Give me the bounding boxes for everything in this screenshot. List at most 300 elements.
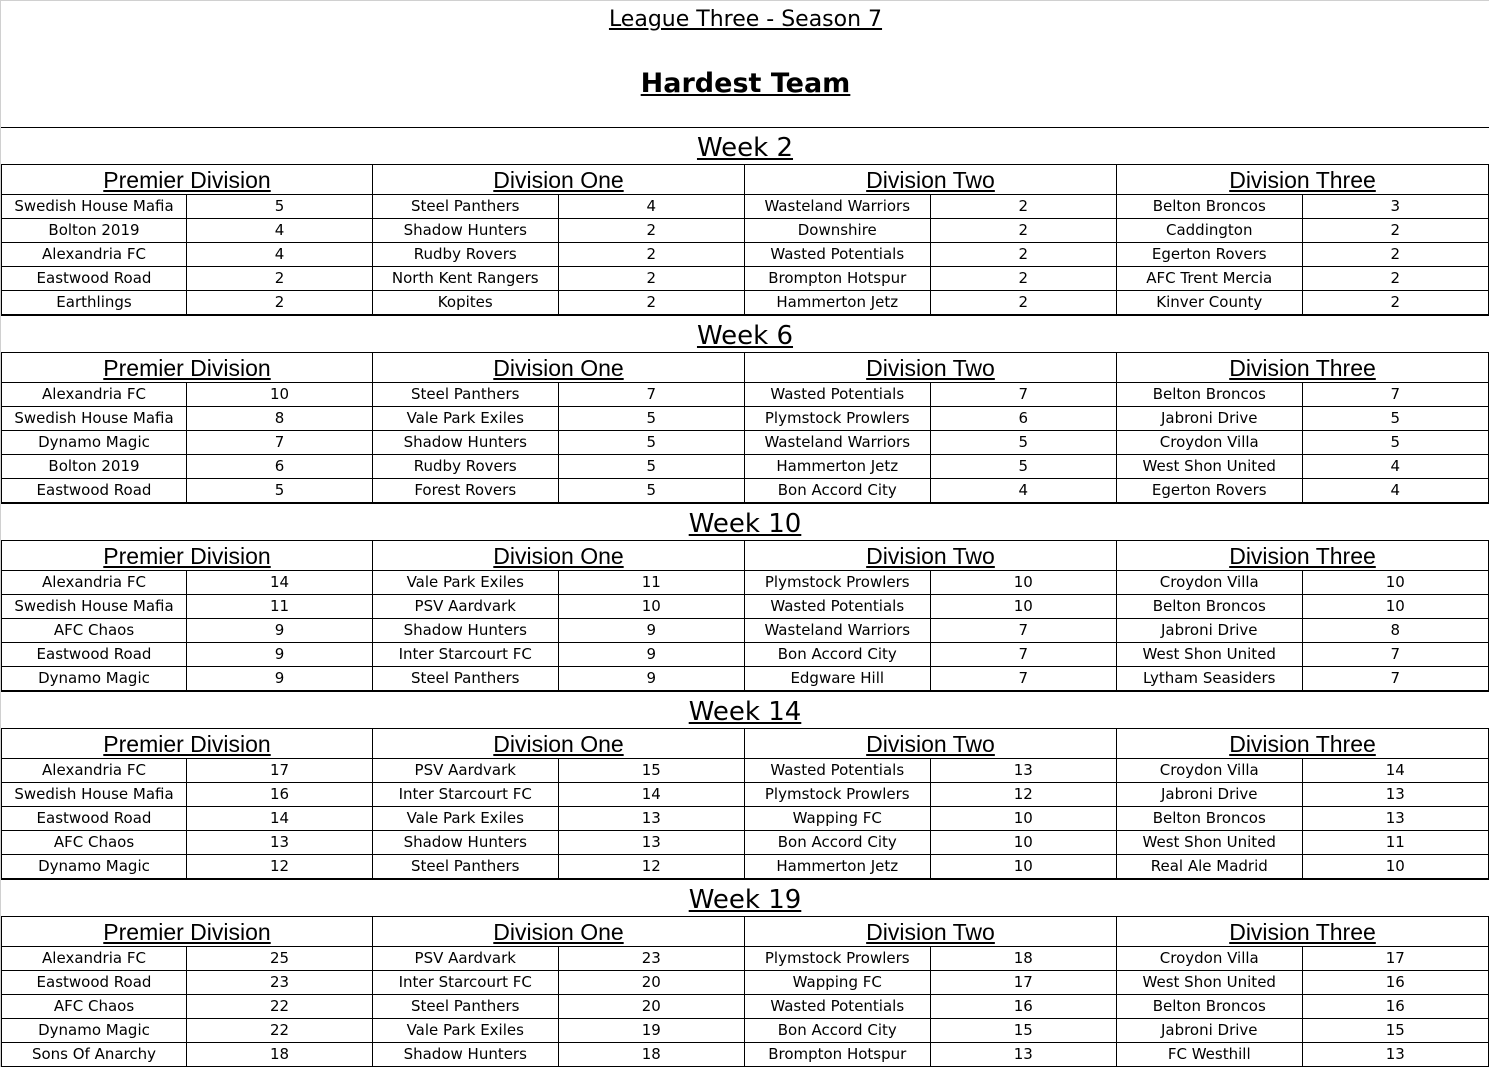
table-row [1117,195,1488,219]
table-row [2,407,372,431]
score-cell: 16 [1385,997,1405,1015]
table-row [2,971,372,995]
score-cell: 7 [1018,645,1029,663]
table-row [745,947,1116,971]
team-name-cell: Swedish House Mafia [2,783,187,806]
team-name-cell: Egerton Rovers [1117,243,1303,266]
week-section [1,691,1489,879]
team-name-cell: Inter Starcourt FC [373,783,559,806]
table-row [373,1043,744,1067]
score-cell: 10 [1385,573,1405,591]
team-name-cell: Rudby Rovers [373,243,559,266]
score-cell: 12 [641,857,661,875]
team-name-cell: Wasted Potentials [745,383,931,406]
table-row [373,571,744,595]
team-name-cell: Plymstock Prowlers [745,407,931,430]
table-row [745,667,1116,691]
team-name-cell: Steel Panthers [373,667,559,690]
score-cell: 15 [641,761,661,779]
score-cell: 7 [1018,669,1029,687]
team-name-cell: West Shon United [1117,971,1303,994]
division-table [1117,353,1489,503]
division-title: Division Three [1117,541,1488,571]
score-cell: 2 [646,245,657,263]
team-name-cell: Rudby Rovers [373,455,559,478]
team-name-cell: Inter Starcourt FC [373,643,559,666]
table-row [745,571,1116,595]
division-title: Division Two [745,165,1116,195]
division-table [373,353,745,503]
team-name-cell: Brompton Hotspur [745,267,931,290]
division-title: Division One [373,165,744,195]
division-title: Division Two [745,729,1116,759]
team-name-cell: West Shon United [1117,643,1303,666]
score-cell: 16 [269,785,290,803]
team-name-cell: Caddington [1117,219,1303,242]
table-row [373,407,744,431]
week-title: Week 6 [1,315,1489,353]
table-row [745,455,1116,479]
team-name-cell: Dynamo Magic [2,855,187,878]
division-title: Division Three [1117,917,1488,947]
team-name-cell: North Kent Rangers [373,267,559,290]
score-cell: 6 [274,457,285,475]
team-name-cell: AFC Chaos [2,619,187,642]
score-cell: 5 [274,481,285,499]
team-name-cell: PSV Aardvark [373,759,559,782]
table-row [2,291,372,315]
division-title: Premier Division [2,917,372,947]
score-cell: 2 [646,293,657,311]
division-table [1117,729,1489,879]
score-cell: 13 [269,833,290,851]
team-name-cell: Real Ale Madrid [1117,855,1303,878]
score-cell: 5 [1018,457,1029,475]
table-row [373,783,744,807]
table-row [2,759,372,783]
team-name-cell: Shadow Hunters [373,619,559,642]
table-row [1117,783,1488,807]
division-table [745,165,1117,315]
week-section [1,315,1489,503]
team-name-cell: PSV Aardvark [373,595,559,618]
week-section [1,879,1489,1067]
score-cell: 9 [646,621,657,639]
division-table [373,541,745,691]
score-cell: 5 [646,409,657,427]
score-cell: 9 [646,669,657,687]
score-cell: 4 [274,245,285,263]
team-name-cell: Plymstock Prowlers [745,571,931,594]
score-cell: 14 [269,809,290,827]
table-row [1117,971,1488,995]
table-row [2,807,372,831]
score-cell: 7 [1018,385,1029,403]
week-section [1,503,1489,691]
division-title: Division Two [745,353,1116,383]
score-cell: 2 [1018,221,1029,239]
division-table [373,165,745,315]
table-row [745,643,1116,667]
table-row [1117,619,1488,643]
table-row [373,947,744,971]
team-name-cell: Shadow Hunters [373,219,559,242]
team-name-cell: Jabroni Drive [1117,783,1303,806]
team-name-cell: Wasted Potentials [745,595,931,618]
league-subtitle: League Three - Season 7 [608,7,883,32]
table-row [745,855,1116,879]
divisions-row [1,917,1489,1067]
division-table [1,353,373,503]
team-name-cell: Downshire [745,219,931,242]
score-cell: 7 [1390,645,1401,663]
table-row [373,759,744,783]
week-title: Week 19 [1,879,1489,917]
score-cell: 17 [269,761,290,779]
division-title: Division Three [1117,165,1488,195]
score-cell: 2 [274,269,285,287]
team-name-cell: Bon Accord City [745,479,931,502]
score-cell: 2 [1390,293,1401,311]
table-row [1117,1019,1488,1043]
table-row [1117,571,1488,595]
team-name-cell: Kinver County [1117,291,1303,314]
table-row [373,479,744,503]
table-row [2,243,372,267]
division-table [1,165,373,315]
division-table [745,917,1117,1067]
week-title: Week 10 [1,503,1489,541]
team-name-cell: Belton Broncos [1117,595,1303,618]
score-cell: 23 [269,973,290,991]
team-name-cell: West Shon United [1117,831,1303,854]
team-name-cell: Jabroni Drive [1117,619,1303,642]
table-row [1117,831,1488,855]
team-name-cell: Wapping FC [745,807,931,830]
score-cell: 15 [1013,1021,1033,1039]
page-title: Hardest Team [640,68,851,99]
score-cell: 11 [641,573,661,591]
team-name-cell: Croydon Villa [1117,947,1303,970]
team-name-cell: Shadow Hunters [373,431,559,454]
score-cell: 14 [641,785,661,803]
table-row [2,479,372,503]
table-row [1117,995,1488,1019]
table-row [2,667,372,691]
score-cell: 19 [641,1021,661,1039]
score-cell: 18 [269,1045,290,1063]
division-table [745,729,1117,879]
team-name-cell: Dynamo Magic [2,1019,187,1042]
score-cell: 4 [1390,481,1401,499]
table-row [373,667,744,691]
team-name-cell: Lytham Seasiders [1117,667,1303,690]
team-name-cell: Inter Starcourt FC [373,971,559,994]
team-name-cell: Belton Broncos [1117,383,1303,406]
table-row [745,831,1116,855]
table-row [1117,383,1488,407]
table-row [373,807,744,831]
team-name-cell: PSV Aardvark [373,947,559,970]
team-name-cell: Plymstock Prowlers [745,783,931,806]
table-row [373,971,744,995]
table-row [1117,643,1488,667]
table-row [373,195,744,219]
team-name-cell: Earthlings [2,291,187,314]
team-name-cell: Alexandria FC [2,243,187,266]
table-row [373,619,744,643]
team-name-cell: Bon Accord City [745,643,931,666]
table-row [373,291,744,315]
week-title: Week 14 [1,691,1489,729]
score-cell: 9 [274,645,285,663]
team-name-cell: Bon Accord City [745,1019,931,1042]
divisions-row [1,729,1489,879]
score-cell: 7 [646,385,657,403]
score-cell: 5 [646,481,657,499]
table-row [2,643,372,667]
division-table [1,917,373,1067]
score-cell: 2 [274,293,285,311]
table-row [745,431,1116,455]
score-cell: 3 [1390,197,1401,215]
score-cell: 8 [1390,621,1401,639]
table-row [2,219,372,243]
team-name-cell: Alexandria FC [2,759,187,782]
score-cell: 2 [1390,269,1401,287]
division-title: Premier Division [2,165,372,195]
table-row [2,431,372,455]
team-name-cell: Belton Broncos [1117,995,1303,1018]
score-cell: 13 [1385,1045,1405,1063]
team-name-cell: Hammerton Jetz [745,855,931,878]
team-name-cell: Vale Park Exiles [373,807,559,830]
weeks-container [1,127,1489,1067]
score-cell: 10 [1013,833,1033,851]
table-row [1117,455,1488,479]
table-row [745,1019,1116,1043]
team-name-cell: Forest Rovers [373,479,559,502]
score-cell: 5 [274,197,285,215]
table-row [2,1019,372,1043]
division-title: Division One [373,353,744,383]
team-name-cell: Jabroni Drive [1117,1019,1303,1042]
table-row [373,995,744,1019]
table-row [2,855,372,879]
score-cell: 13 [641,833,661,851]
team-name-cell: Eastwood Road [2,479,187,502]
score-cell: 12 [269,857,290,875]
table-row [1117,855,1488,879]
score-cell: 12 [1013,785,1033,803]
team-name-cell: Steel Panthers [373,195,559,218]
team-name-cell: West Shon United [1117,455,1303,478]
score-cell: 15 [1385,1021,1405,1039]
score-cell: 7 [1390,669,1401,687]
score-cell: 13 [1385,785,1405,803]
team-name-cell: AFC Chaos [2,831,187,854]
score-cell: 5 [646,457,657,475]
division-table [1117,917,1489,1067]
division-title: Division Three [1117,729,1488,759]
table-row [2,619,372,643]
score-cell: 4 [274,221,285,239]
table-row [2,595,372,619]
score-cell: 5 [1018,433,1029,451]
score-cell: 17 [1385,949,1405,967]
score-cell: 11 [269,597,290,615]
score-cell: 8 [274,409,285,427]
team-name-cell: Hammerton Jetz [745,455,931,478]
team-name-cell: Swedish House Mafia [2,595,187,618]
team-name-cell: Eastwood Road [2,643,187,666]
team-name-cell: Wapping FC [745,971,931,994]
team-name-cell: Croydon Villa [1117,759,1303,782]
table-row [373,219,744,243]
score-cell: 2 [646,221,657,239]
team-name-cell: AFC Chaos [2,995,187,1018]
team-name-cell: Steel Panthers [373,855,559,878]
table-row [2,267,372,291]
team-name-cell: AFC Trent Mercia [1117,267,1303,290]
team-name-cell: Dynamo Magic [2,431,187,454]
team-name-cell: Vale Park Exiles [373,1019,559,1042]
table-row [373,383,744,407]
division-table [1117,541,1489,691]
division-table [373,917,745,1067]
team-name-cell: Alexandria FC [2,383,187,406]
table-row [373,243,744,267]
score-cell: 4 [1018,481,1029,499]
team-name-cell: Wasted Potentials [745,243,931,266]
division-table [373,729,745,879]
team-name-cell: Croydon Villa [1117,431,1303,454]
division-table [745,541,1117,691]
team-name-cell: Wasted Potentials [745,759,931,782]
table-row [745,479,1116,503]
division-table [1,729,373,879]
team-name-cell: Eastwood Road [2,267,187,290]
score-cell: 16 [1013,997,1033,1015]
team-name-cell: Eastwood Road [2,971,187,994]
table-row [1117,667,1488,691]
team-name-cell: Swedish House Mafia [2,407,187,430]
score-cell: 7 [274,433,285,451]
score-cell: 7 [1018,621,1029,639]
score-cell: 13 [1385,809,1405,827]
table-row [2,195,372,219]
table-row [745,219,1116,243]
table-row [2,571,372,595]
team-name-cell: Steel Panthers [373,995,559,1018]
team-name-cell: Wasteland Warriors [745,431,931,454]
score-cell: 20 [641,973,661,991]
team-name-cell: Plymstock Prowlers [745,947,931,970]
team-name-cell: Croydon Villa [1117,571,1303,594]
score-cell: 5 [1390,409,1401,427]
score-cell: 2 [1018,269,1029,287]
division-title: Division One [373,729,744,759]
score-cell: 22 [269,997,290,1015]
table-row [745,1043,1116,1067]
table-row [373,431,744,455]
division-title: Division Two [745,917,1116,947]
table-row [1117,1043,1488,1067]
team-name-cell: Jabroni Drive [1117,407,1303,430]
table-row [373,595,744,619]
score-cell: 25 [269,949,290,967]
score-cell: 5 [646,433,657,451]
score-cell: 23 [641,949,661,967]
score-cell: 6 [1018,409,1029,427]
week-title: Week 2 [1,127,1489,165]
table-row [1117,759,1488,783]
score-cell: 10 [1013,809,1033,827]
team-name-cell: Egerton Rovers [1117,479,1303,502]
table-row [1117,479,1488,503]
team-name-cell: Alexandria FC [2,947,187,970]
table-row [2,831,372,855]
table-row [373,455,744,479]
score-cell: 13 [641,809,661,827]
team-name-cell: Wasted Potentials [745,995,931,1018]
table-row [745,195,1116,219]
score-cell: 7 [1390,385,1401,403]
score-cell: 2 [1390,221,1401,239]
score-cell: 9 [646,645,657,663]
score-cell: 13 [1013,1045,1033,1063]
week-section [1,127,1489,315]
table-row [373,831,744,855]
table-row [745,971,1116,995]
table-row [373,855,744,879]
score-cell: 2 [1018,245,1029,263]
table-row [745,407,1116,431]
table-row [1117,431,1488,455]
team-name-cell: Hammerton Jetz [745,291,931,314]
divisions-row [1,165,1489,315]
score-cell: 9 [274,669,285,687]
table-row [745,383,1116,407]
team-name-cell: Belton Broncos [1117,195,1303,218]
table-row [2,1043,372,1067]
team-name-cell: Belton Broncos [1117,807,1303,830]
score-cell: 10 [1013,573,1033,591]
divisions-row [1,541,1489,691]
team-name-cell: Eastwood Road [2,807,187,830]
division-title: Premier Division [2,541,372,571]
score-cell: 14 [1385,761,1405,779]
table-row [373,643,744,667]
score-cell: 10 [1013,597,1033,615]
table-row [745,783,1116,807]
team-name-cell: Alexandria FC [2,571,187,594]
score-cell: 22 [269,1021,290,1039]
team-name-cell: Swedish House Mafia [2,195,187,218]
score-cell: 2 [1018,197,1029,215]
score-cell: 18 [1013,949,1033,967]
divisions-row [1,353,1489,503]
table-row [745,619,1116,643]
table-row [745,595,1116,619]
score-cell: 10 [269,385,290,403]
table-row [1117,291,1488,315]
table-row [2,947,372,971]
team-name-cell: Edgware Hill [745,667,931,690]
team-name-cell: Shadow Hunters [373,1043,559,1066]
table-row [1117,407,1488,431]
table-row [2,383,372,407]
